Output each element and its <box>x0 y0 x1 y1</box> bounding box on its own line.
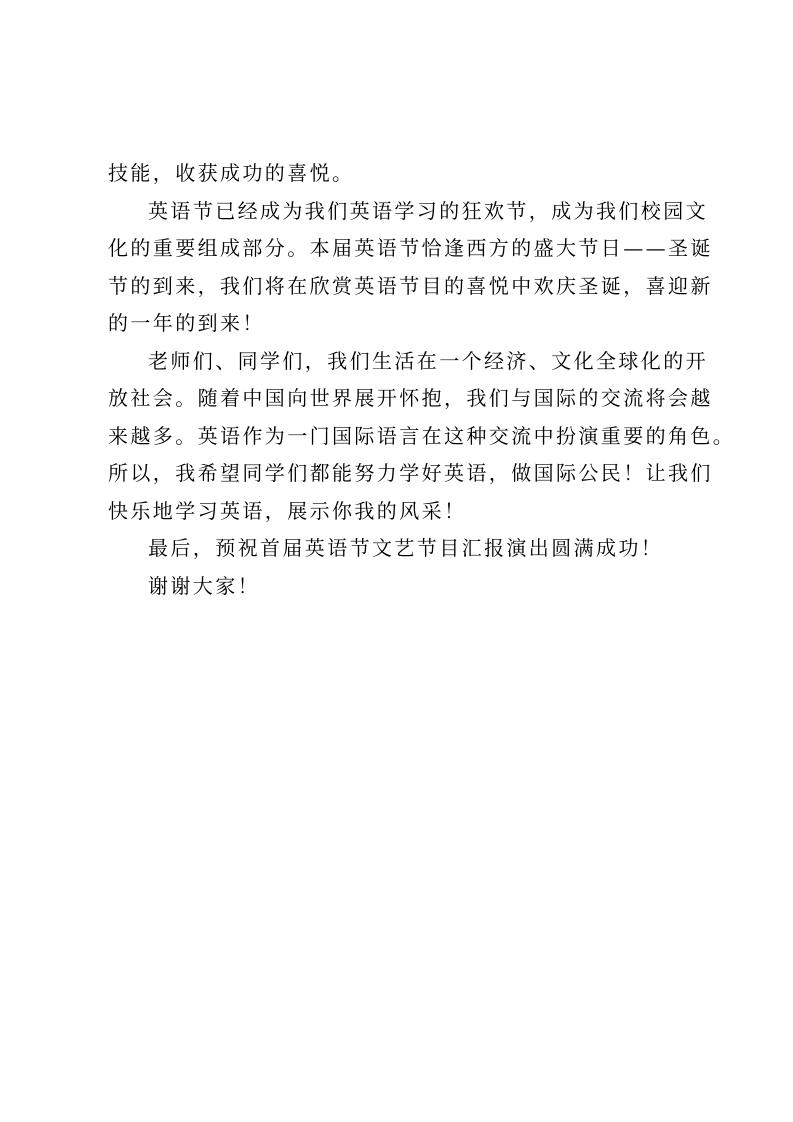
text-line: 技能，收获成功的喜悦。 <box>108 161 355 185</box>
text-line: 化的重要组成部分。本届英语节恰逢西方的盛大节日——圣诞 <box>108 236 713 260</box>
text-line: 节的到来，我们将在欣赏英语节目的喜悦中欢庆圣诞，喜迎新 <box>108 274 713 298</box>
text-line: 所以，我希望同学们都能努力学好英语，做国际公民！让我们 <box>108 461 713 485</box>
text-line: 老师们、同学们，我们生活在一个经济、文化全球化的开 <box>148 349 708 373</box>
text-line: 英语节已经成为我们英语学习的狂欢节，成为我们校园文 <box>148 199 708 223</box>
text-line: 谢谢大家！ <box>148 574 260 598</box>
text-line: 快乐地学习英语，展示你我的风采！ <box>108 499 467 523</box>
text-line: 的一年的到来！ <box>108 311 265 335</box>
text-line: 最后，预祝首届英语节文艺节目汇报演出圆满成功！ <box>148 536 664 560</box>
text-line: 来越多。英语作为一门国际语言在这种交流中扮演重要的角色。 <box>108 424 736 448</box>
text-line: 放社会。随着中国向世界展开怀抱，我们与国际的交流将会越 <box>108 386 713 410</box>
